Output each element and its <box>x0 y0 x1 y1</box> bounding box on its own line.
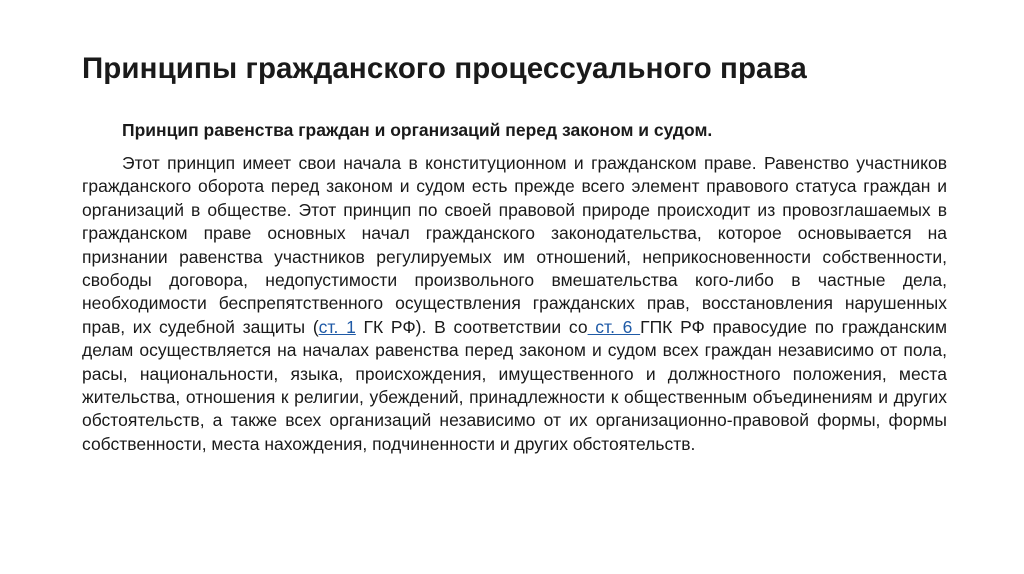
article-1-gk-link[interactable]: ст. 1 <box>318 316 356 337</box>
body-text-part: Этот принцип имеет свои начала в конституционном и гражданском праве. Равенство участников гражданского оборота перед законом и судом есть прежде всего элемент правового статуса граждан и организаций в обществе. Этот принцип по своей правовой природе происходит из провозглашаемых в гражданском праве основных начал гражданского законодательства, которое основывается на признании равенства участников регулируемых им отношений, неприкосновенности собственности, свободы договора, недопустимости произвольного вмешательства кого-либо в частные дела, необходимости беспрепятственного осуществления гражданских прав, восстановления нарушенных прав, их судебной защиты ( <box>82 153 947 337</box>
body-text-part: ГК РФ). В соответствии со <box>355 316 588 337</box>
body-text-part: ГПК РФ правосудие по гражданским делам осуществляется на началах равенства перед законом и судом всех граждан независимо от пола, расы, национальности, языка, происхождения, имущественного и должностного положения, места жительства, отношения к религии, убеждений, принадлежности к общественным объединениям и других обстоятельств, а также всех организаций независимо от их организационно-правовой формы, формы собственности, места нахождения, подчиненности и других обстоятельств. <box>82 316 947 454</box>
article-6-gpk-link[interactable]: ст. 6 <box>587 316 641 337</box>
slide-content <box>82 118 947 456</box>
principle-description <box>82 152 947 456</box>
slide-title: Принципы гражданского процессуального права <box>82 52 807 85</box>
principle-heading: Принцип равенства граждан и организаций перед законом и судом. <box>122 120 713 140</box>
